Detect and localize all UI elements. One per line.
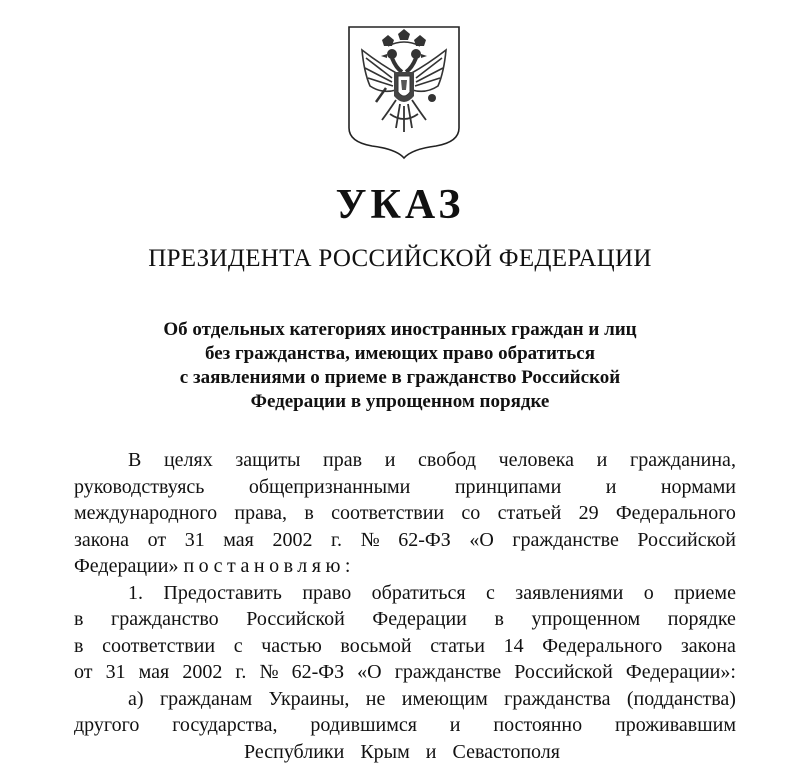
- body-word: 31: [185, 527, 205, 554]
- body-word: и: [426, 739, 437, 765]
- body-word: гражданство: [111, 606, 219, 633]
- body-line: [74, 606, 736, 633]
- body-word: 14: [504, 633, 524, 660]
- body-word: в: [304, 500, 313, 527]
- decree-verb: постановляю:: [183, 553, 355, 580]
- body-word: г.: [331, 527, 342, 554]
- body-word: Крым: [360, 739, 409, 765]
- body-word: закона: [74, 527, 129, 554]
- body-word: частью: [261, 633, 322, 660]
- body-word: восьмой: [340, 633, 411, 660]
- body-word: и: [606, 474, 617, 501]
- body-word: принципами: [455, 474, 561, 501]
- body-word: 62-ФЗ: [398, 527, 450, 554]
- body-word: 31: [106, 659, 126, 686]
- body-word: о: [644, 580, 654, 607]
- body-word: 1.: [128, 580, 143, 607]
- body-line: [74, 527, 736, 554]
- body-word: «О: [469, 527, 493, 554]
- body-word: 29: [579, 500, 599, 527]
- decree-body: [74, 447, 736, 765]
- document-subtitle: ПРЕЗИДЕНТА РОССИЙСКОЙ ФЕДЕРАЦИИ: [0, 244, 800, 274]
- body-word: В: [128, 447, 141, 474]
- body-word: и: [385, 447, 396, 474]
- coat-of-arms-emblem: [346, 24, 462, 160]
- body-word: 2002: [182, 659, 222, 686]
- body-line: [74, 659, 736, 686]
- body-word: обратиться: [372, 580, 466, 607]
- body-word: другого: [74, 712, 139, 739]
- body-word: с: [234, 633, 243, 660]
- heading-line: без гражданства, имеющих право обратиться: [0, 342, 800, 366]
- body-word: общепризнанными: [249, 474, 411, 501]
- body-word: закона: [681, 633, 736, 660]
- body-word: а): [128, 686, 144, 713]
- body-word: родившимся: [310, 712, 417, 739]
- body-word: руководствуясь: [74, 474, 204, 501]
- body-word: Российской: [514, 659, 613, 686]
- body-line: [74, 553, 736, 580]
- body-line: [74, 580, 736, 607]
- body-word: право: [302, 580, 351, 607]
- body-word: проживавшим: [615, 712, 736, 739]
- body-text: Федерации»: [74, 553, 178, 580]
- body-word: и: [450, 712, 461, 739]
- body-word: приеме: [674, 580, 736, 607]
- body-word: Федерального: [542, 633, 662, 660]
- body-word: заявлениями: [515, 580, 623, 607]
- body-word: гражданства: [504, 686, 610, 713]
- body-line: [74, 447, 736, 474]
- body-word: мая: [139, 659, 170, 686]
- body-word: постоянно: [493, 712, 582, 739]
- body-line: [74, 712, 736, 739]
- body-word: г.: [235, 659, 246, 686]
- body-line: [74, 474, 736, 501]
- body-word: права,: [234, 500, 287, 527]
- body-word: с: [486, 580, 495, 607]
- decree-heading: [0, 318, 800, 414]
- body-word: гражданстве: [512, 527, 618, 554]
- body-word: Предоставить: [163, 580, 281, 607]
- body-word: целях: [164, 447, 213, 474]
- body-word: (подданства): [627, 686, 736, 713]
- body-word: соответствии: [331, 500, 444, 527]
- body-word: «О: [357, 659, 381, 686]
- body-word: Российской: [637, 527, 736, 554]
- body-word: гражданина,: [630, 447, 736, 474]
- body-word: человека: [499, 447, 574, 474]
- body-word: гражданам: [160, 686, 252, 713]
- body-word: Севастополя: [452, 739, 560, 765]
- body-word: свобод: [418, 447, 476, 474]
- body-word: статьей: [498, 500, 562, 527]
- body-word: от: [74, 659, 92, 686]
- body-word: защиты: [235, 447, 300, 474]
- body-word: Федерации: [372, 606, 466, 633]
- body-word: Республики: [244, 739, 344, 765]
- body-word: нормами: [661, 474, 736, 501]
- body-line: [74, 633, 736, 660]
- body-word: Федерального: [616, 500, 736, 527]
- body-word: 2002: [272, 527, 312, 554]
- body-word: и: [597, 447, 608, 474]
- heading-line: Об отдельных категориях иностранных граждан и лиц: [0, 318, 800, 342]
- body-word: 62-ФЗ: [292, 659, 344, 686]
- body-word: имеющим: [402, 686, 488, 713]
- body-word: в: [74, 633, 83, 660]
- body-word: государства,: [172, 712, 277, 739]
- body-word: прав: [323, 447, 362, 474]
- body-word: порядке: [668, 606, 736, 633]
- heading-line: Федерации в упрощенном порядке: [0, 390, 800, 414]
- document-title: УКАЗ: [0, 180, 800, 230]
- body-word: Российской: [246, 606, 345, 633]
- body-word: международного: [74, 500, 217, 527]
- body-word: в: [74, 606, 83, 633]
- body-word: мая: [223, 527, 254, 554]
- body-word: в: [494, 606, 503, 633]
- body-word: Украины,: [269, 686, 350, 713]
- body-word: соответствии: [102, 633, 215, 660]
- body-word: №: [361, 527, 380, 554]
- body-word: статьи: [430, 633, 485, 660]
- body-word: со: [461, 500, 480, 527]
- heading-line: с заявлениями о приеме в гражданство Российской: [0, 366, 800, 390]
- body-word: упрощенном: [531, 606, 640, 633]
- body-line: [74, 686, 736, 713]
- body-line: [74, 500, 736, 527]
- body-word: гражданстве: [395, 659, 501, 686]
- body-word: от: [148, 527, 166, 554]
- body-line: [74, 739, 736, 765]
- body-word: Федерации»:: [626, 659, 736, 686]
- body-word: не: [366, 686, 386, 713]
- body-word: №: [259, 659, 278, 686]
